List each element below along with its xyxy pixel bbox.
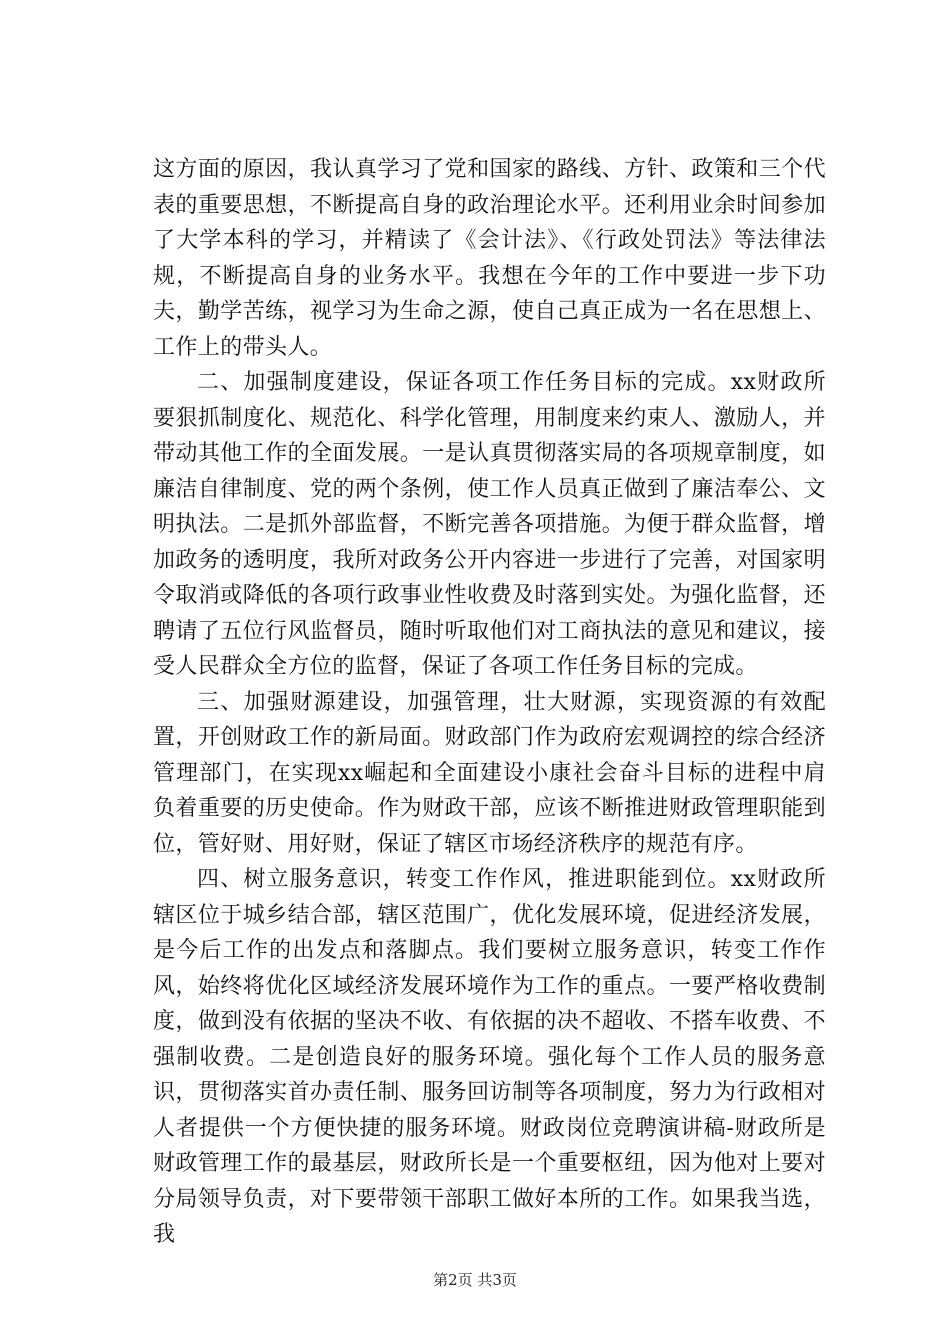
page-number-footer: 第2页 共3页 — [433, 1271, 517, 1289]
paragraph-service-awareness: 四、树立服务意识，转变工作作风，推进职能到位。xx财政所辖区位于城乡结合部，辖区范围广，优化发展环境，促进经济发展，是今后工作的出发点和落脚点。我们要树立服务意识，转变工作作风，始终将优化区域经济发展环境作为工作的重点。一要严格收费制度，做到没有依据的坚决不收、有依据的决不超收、不搭车收费、不强制收费。二是创造良好的服务环境。强化每个工作人员的服务意识，贯彻落实首办责任制、服务回访制等各项制度，努力为行政相对人者提供一个方便快捷的服务环境。财政岗位竞聘演讲稿-财政所是财政管理工作的最基层，财政所长是一个重要枢纽，因为他对上要对分局领导负责，对下要带领干部职工做好本所的工作。如果我当选，我 — [153, 867, 826, 1247]
document-body — [153, 152, 826, 1253]
paragraph-continuation: 这方面的原因，我认真学习了党和国家的路线、方针、政策和三个代表的重要思想，不断提高自身的政治理论水平。还利用业余时间参加了大学本科的学习，并精读了《会计法》、《行政处罚法》等法律法规，不断提高自身的业务水平。我想在今年的工作中要进一步下功夫，勤学苦练，视学习为生命之源，使自己真正成为一名在思想上、工作上的带头人。 — [153, 157, 826, 360]
paragraph-system-building: 二、加强制度建设，保证各项工作任务目标的完成。xx财政所要狠抓制度化、规范化、科学化管理，用制度来约束人、激励人，并带动其他工作的全面发展。一是认真贯彻落实局的各项规章制度，如廉洁自律制度、党的两个条例，使工作人员真正做到了廉洁奉公、文明执法。二是抓外部监督，不断完善各项措施。为便于群众监督，增加政务的透明度，我所对政务公开内容进一步进行了完善，对国家明令取消或降低的各项行政事业性收费及时落到实处。为强化监督，还聘请了五位行风监督员，随时听取他们对工商执法的意见和建议，接受人民群众全方位的监督，保证了各项工作任务目标的完成。 — [153, 370, 826, 679]
paragraph-revenue-building: 三、加强财源建设，加强管理，壮大财源，实现资源的有效配置，开创财政工作的新局面。财政部门作为政府宏观调控的综合经济管理部门，在实现xx崛起和全面建设小康社会奋斗目标的进程中肩负着重要的历史使命。作为财政干部，应该不断推进财政管理职能到位，管好财、用好财，保证了辖区市场经济秩序的规范有序。 — [153, 689, 826, 857]
